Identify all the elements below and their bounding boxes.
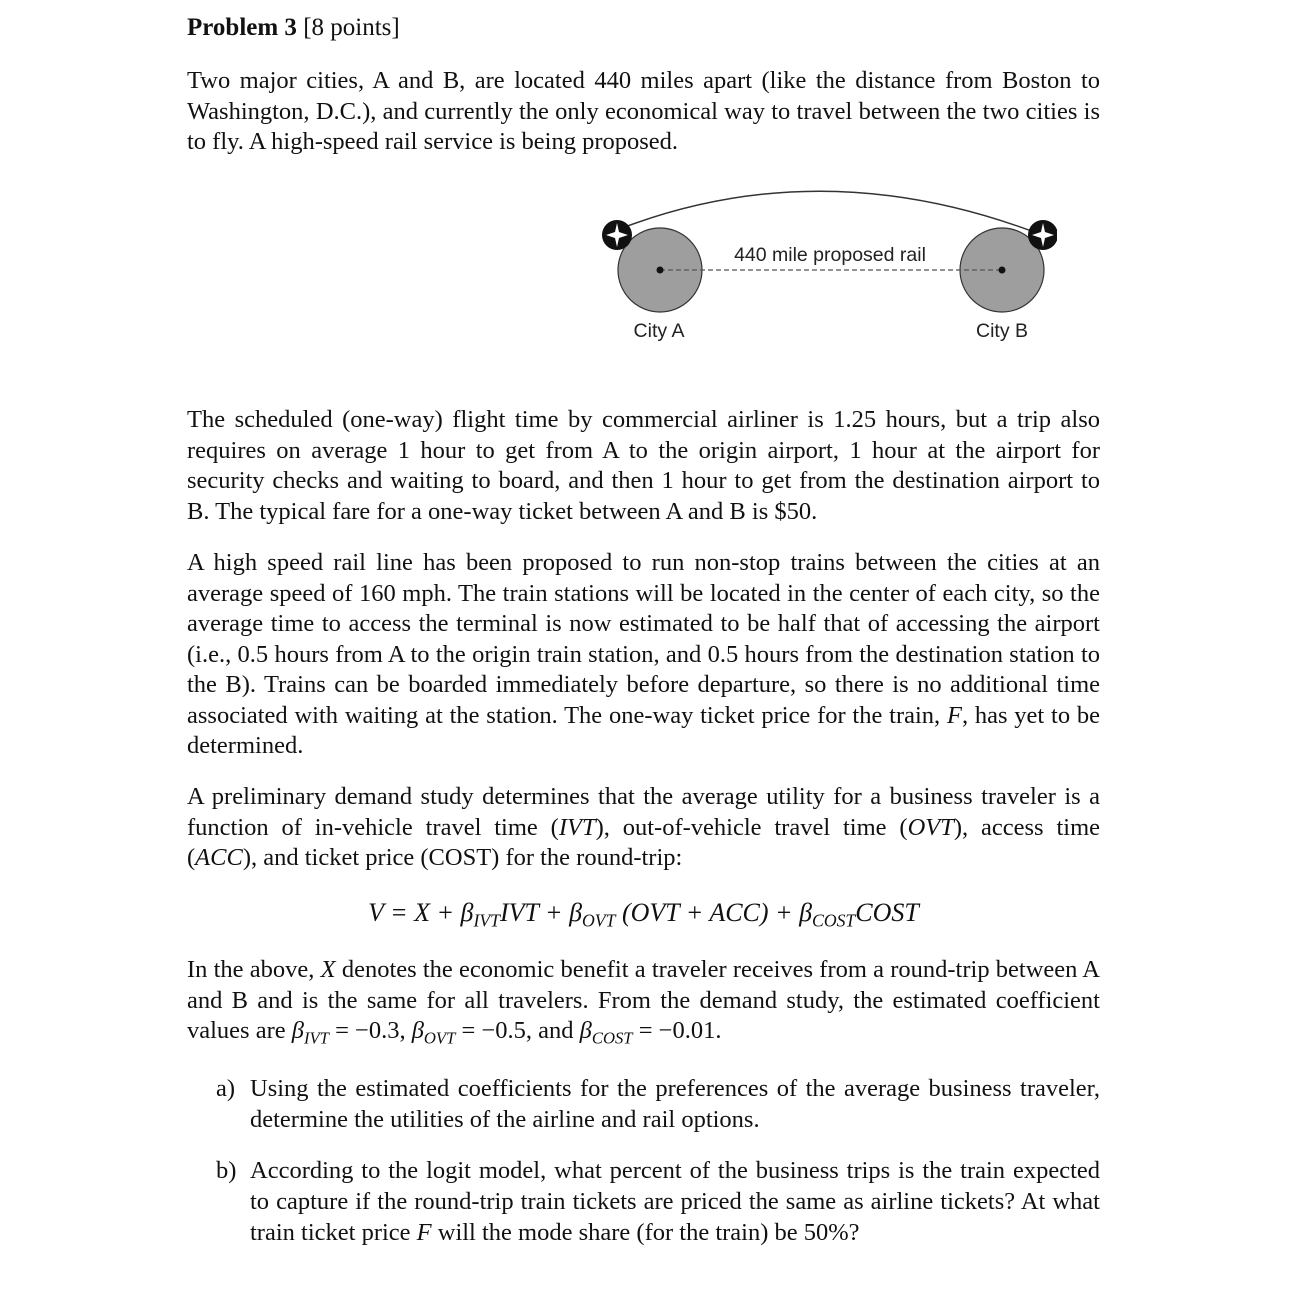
demand-paragraph: [187, 782, 1100, 874]
rail-paragraph: [187, 548, 1100, 762]
rail-text-2: , has yet to be determined.: [187, 701, 1100, 759]
eq-sub-cost: COST: [812, 910, 856, 931]
airport-a-plane-icon: [602, 220, 632, 250]
question-b: [216, 1155, 1100, 1248]
problem-points: [8 points]: [303, 14, 400, 41]
question-a-text: Using the estimated coefficients for the preferences of the average business traveler, determine the utilities of the airline and rail options.: [250, 1075, 1100, 1133]
rail-distance-label: 440 mile proposed rail: [734, 244, 926, 266]
question-b-text-2: will the mode share (for the train) be 50%?: [431, 1219, 860, 1246]
beta-ivt-value: = −0.3,: [328, 1017, 412, 1044]
ivt-term: IVT: [558, 813, 596, 841]
question-b-variable: F: [416, 1219, 432, 1246]
benefit-variable: X: [320, 956, 336, 983]
demand-text-3: ), access time (: [187, 813, 1101, 871]
beta-ivt-sub: IVT: [303, 1028, 329, 1048]
question-b-text: [250, 1155, 1100, 1248]
eq-sub-ivt: IVT: [473, 910, 501, 931]
city-b-station-dot: [999, 267, 1006, 274]
ovt-term: OVT: [907, 813, 954, 841]
eq-mid-2: (OVT + ACC) + β: [615, 898, 813, 927]
beta-ovt-value: = −0.5, and: [455, 1017, 580, 1044]
question-b-text-1: According to the logit model, what percent of the business trips is the train expected to capture if the round-trip train tickets are priced the same as airline tickets? At what train ticket price: [250, 1157, 1100, 1246]
beta-cost-sub: COST: [591, 1028, 633, 1048]
flight-path-arc: [617, 191, 1042, 235]
problem-title: Problem 3: [187, 14, 297, 41]
beta-cost: β: [579, 1017, 592, 1044]
city-a-label: City A: [633, 320, 685, 342]
question-b-label: b): [216, 1157, 237, 1184]
rail-text-1: A high speed rail line has been proposed to run non-stop trains between the cities at an average speed of 160 mph. The train stations will be located in the center of each city, so the average time to access the terminal is now estimated to be half that of accessing the airport (i.e., 0.5 hours from A to the origin train station, and 0.5 hours from the destination station to the B). Trains can be boarded immediately before departure, so there is no additional time associated with waiting at the station. The one-way ticket price for the train,: [187, 549, 1100, 729]
coef-text-1: In the above,: [187, 956, 321, 983]
city-b-label: City B: [975, 320, 1029, 342]
city-rail-diagram: [587, 175, 1057, 350]
city-a-station-dot: [657, 267, 664, 274]
problem-heading: [187, 14, 400, 42]
flight-paragraph: The scheduled (one-way) flight time by commercial airliner is 1.25 hours, but a trip also requires on average 1 hour to get from A to the origin airport, 1 hour at the airport for security checks and waiting to board, and then 1 hour to get from the destination airport to B. The typical fare for a one-way ticket between A and B is $50.: [187, 406, 1100, 525]
coef-text-2: denotes the economic benefit a traveler receives from a round-trip between A and B and is the same for all travelers. From the demand study, the estimated coefficient values are: [187, 956, 1100, 1044]
eq-lhs: V = X + β: [368, 898, 474, 927]
question-a: [216, 1073, 1100, 1135]
beta-ovt: β: [411, 1017, 424, 1044]
eq-end: COST: [855, 898, 919, 927]
eq-mid-1: IVT + β: [500, 898, 583, 927]
airport-b-plane-icon: [1028, 220, 1057, 250]
beta-ivt: β: [291, 1017, 304, 1044]
beta-cost-value: = −0.01.: [632, 1017, 722, 1044]
demand-text-1: A preliminary demand study determines that the average utility for a business traveler is a function of in-vehicle travel time (: [187, 783, 1100, 841]
acc-term: ACC: [195, 844, 243, 871]
coefficient-paragraph: [187, 955, 1100, 1047]
question-a-label: a): [216, 1075, 236, 1102]
utility-equation: [187, 898, 1100, 931]
demand-text-4: ), and ticket price (COST) for the round-trip:: [242, 844, 683, 871]
demand-text-2: ), out-of-vehicle travel time (: [595, 813, 908, 841]
eq-sub-ovt: OVT: [582, 910, 616, 931]
beta-ovt-sub: OVT: [423, 1028, 456, 1048]
intro-paragraph: Two major cities, A and B, are located 440 miles apart (like the distance from Boston to Washington, D.C.), and currently the only economical way to travel between the two cities is to fly. A high-speed rail service is being proposed.: [187, 67, 1100, 155]
fare-variable: F: [946, 701, 962, 729]
